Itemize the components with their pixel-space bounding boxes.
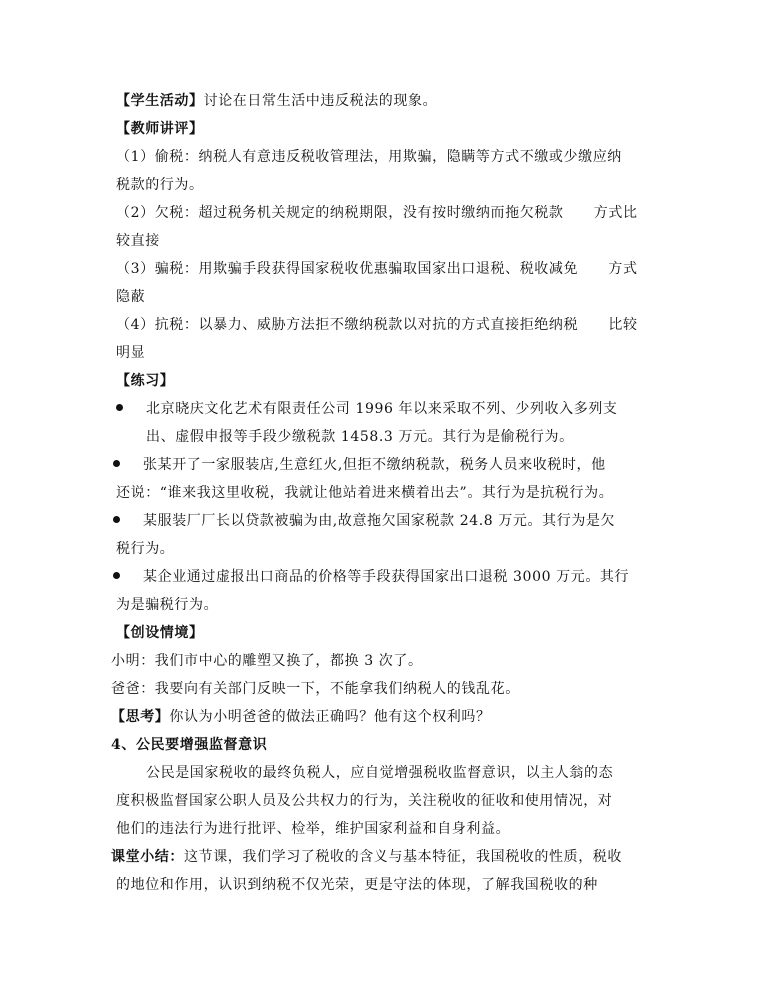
- section-4-heading: 4、公民要增强监督意识: [111, 737, 268, 753]
- scenario-line-1: 小明：我们市中心的雕塑又换了，都换 3 次了。: [111, 653, 423, 669]
- student-activity-label: 【学生活动】: [116, 93, 204, 109]
- practice-2-line-2: 还说：“谁来我这里收税，我就让他站着进来横着出去”。其行为是抗税行为。: [116, 485, 614, 501]
- summary-label: 课堂小结：: [111, 849, 184, 865]
- think-line: [111, 707, 491, 727]
- item-2-line-2: 较直接: [116, 233, 160, 249]
- practice-4-line-1: 某企业通过虚报出口商品的价格等手段获得国家出口退税 3000 万元。其行: [143, 569, 630, 585]
- practice-1-line-2: 出、虚假申报等手段少缴税款 1458.3 万元。其行为是偷税行为。: [146, 429, 574, 445]
- item-3-line-2: 隐蔽: [116, 289, 146, 305]
- bullet-dot: [113, 572, 120, 579]
- section-4-paragraph-line-1: 公民是国家税收的最终负税人，应自觉增强税收监督意识，以主人翁的态: [146, 765, 614, 781]
- scenario-line-2: 爸爸：我要向有关部门反映一下，不能拿我们纳税人的钱乱花。: [111, 681, 520, 697]
- item-3-line-1: （3）骗税：用欺骗手段获得国家税收优惠骗取国家出口退税、税收减免 方式: [116, 261, 638, 277]
- scenario-heading: 【创设情境】: [116, 625, 204, 641]
- summary-line-2: 的地位和作用，认识到纳税不仅光荣，更是守法的体现，了解我国税收的种: [116, 877, 598, 893]
- bullet-dot: [113, 516, 120, 523]
- practice-2-line-1: 张某开了一家服装店,生意红火,但拒不缴纳税款，税务人员来收税时，他: [143, 457, 606, 473]
- summary-text-1: 这节课，我们学习了税收的含义与基本特征，我国税收的性质，税收: [184, 849, 622, 865]
- practice-3-line-1: 某服装厂厂长以贷款被骗为由,故意拖欠国家税款 24.8 万元。其行为是欠: [143, 513, 616, 529]
- section-4-paragraph-line-2: 度积极监督国家公职人员及公共权力的行为，关注税收的征收和使用情况，对: [116, 793, 613, 809]
- item-4-line-1: （4）抗税：以暴力、威胁方法拒不缴纳税款以对抗的方式直接拒绝纳税 比较: [116, 317, 638, 333]
- item-4-line-2: 明显: [116, 345, 146, 361]
- section-4-paragraph-line-3: 他们的违法行为进行批评、检举，维护国家利益和自身利益。: [116, 821, 511, 837]
- summary-line-1: [111, 847, 622, 867]
- practice-3-line-2: 税行为。: [116, 541, 175, 557]
- practice-heading: 【练习】: [116, 373, 175, 389]
- think-label: 【思考】: [111, 709, 170, 725]
- student-activity-text: 讨论在日常生活中违反税法的现象。: [203, 93, 438, 109]
- practice-4-line-2: 为是骗税行为。: [116, 597, 219, 613]
- think-text: 你认为小明爸爸的做法正确吗？他有这个权利吗？: [169, 709, 491, 725]
- student-activity-line: [116, 91, 437, 111]
- bullet-dot: [113, 460, 120, 467]
- bullet-dot: [116, 404, 123, 411]
- item-1-line-1: （1）偷税：纳税人有意违反税收管理法，用欺骗，隐瞒等方式不缴或少缴应纳: [116, 149, 622, 165]
- item-2-line-1: （2）欠税：超过税务机关规定的纳税期限，没有按时缴纳而拖欠税款 方式比: [116, 205, 638, 221]
- item-1-line-2: 税款的行为。: [116, 177, 204, 193]
- teacher-comment-heading: 【教师讲评】: [116, 121, 204, 137]
- practice-1-line-1: 北京晓庆文化艺术有限责任公司 1996 年以来采取不列、少列收入多列支: [146, 401, 618, 417]
